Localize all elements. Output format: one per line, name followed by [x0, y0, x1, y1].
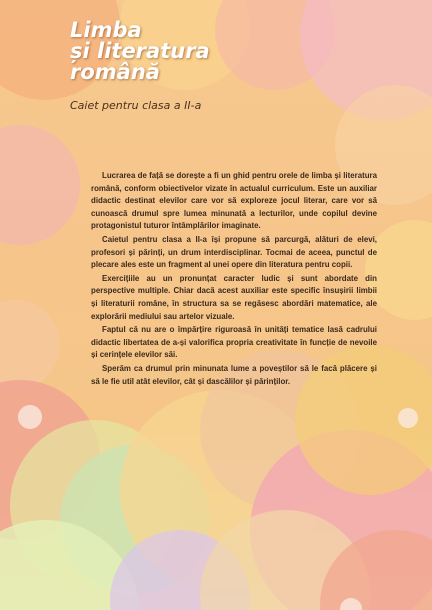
- book-title: [70, 20, 210, 83]
- decor-bubble: [0, 125, 80, 245]
- decor-bubble: [398, 408, 418, 428]
- decor-bubble: [18, 405, 42, 429]
- description-paragraph: Caietul pentru clasa a II-a își propune să parcurgă, alături de elevi, profesori și părinți, un drum interdisciplinar. Tocmai de aceea, punctul de plecare ales este un fragment al unei opere din literatura pentru copii.: [91, 234, 377, 270]
- book-title-line: română: [70, 60, 160, 84]
- book-title-line: Limba: [70, 18, 142, 42]
- description-paragraph: Sperăm ca drumul prin minunata lume a poveștilor să le facă plăcere și să le fie util atât elevilor, cât și dascălilor și părinților.: [91, 363, 377, 386]
- decor-bubble: [0, 300, 60, 390]
- book-title-line: și literatura: [70, 39, 210, 63]
- book-subtitle: Caiet pentru clasa a II-a: [70, 99, 202, 112]
- description-paragraph: Lucrarea de față se dorește a fi un ghid pentru orele de limba și literatura română, conform obiectivelor vizate în actualul curriculum. Este un auxiliar didactic destinat elevilor care vor să exploreze jocul literar, care vor să cunoască drumul spre lumea minunată a lecturilor, unde copilul devine protagonistul tuturor întâmplărilor imaginate.: [91, 171, 377, 231]
- cover-description: [91, 170, 377, 389]
- description-paragraph: Exercițiile au un pronunțat caracter ludic și sunt abordate din perspective multiple. Chiar dacă acest auxiliar este specific însușirii limbii și literaturii române, în structura sa se regăsesc abordări matematice, ale explorării mediului sau artelor vizuale.: [91, 273, 377, 321]
- description-paragraph: Faptul că nu are o împărțire riguroasă în unități tematice lasă cadrului didactic libertatea de a-și valorifica propria creativitate în funcție de nevoile și cerințele elevilor săi.: [91, 325, 377, 360]
